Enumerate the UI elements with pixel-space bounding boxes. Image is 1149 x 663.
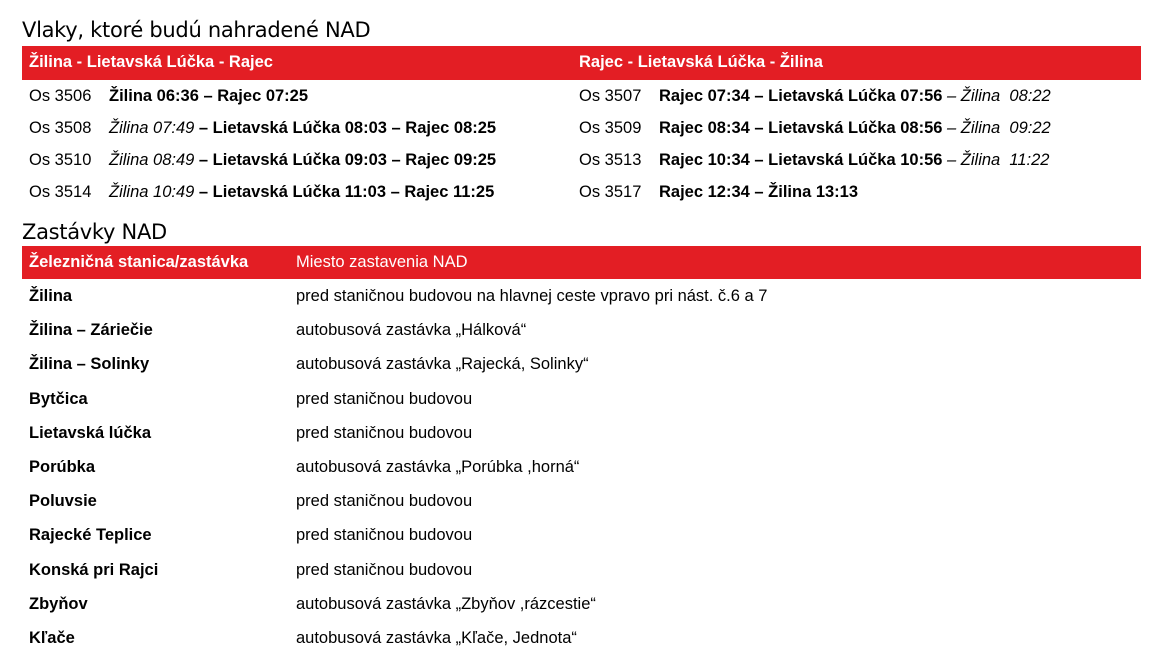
train-route: Rajec 08:34 – Lietavská Lúčka 08:56 — [659, 119, 943, 137]
trains-header-bar — [22, 46, 1141, 80]
stop-station-name: Konská pri Rajci — [29, 560, 159, 579]
direction-header-rajec-zilina: Rajec - Lietavská Lúčka - Žilina — [579, 53, 823, 71]
stop-location: pred staničnou budovou — [296, 389, 473, 408]
trains-section-title: Vlaky, ktoré budú nahradené NAD — [22, 18, 371, 42]
train-destination-time: – Žilina 11:22 — [947, 151, 1050, 169]
stop-station-name: Žilina — [29, 287, 73, 305]
stop-location: pred staničnou budovou — [296, 560, 473, 579]
train-route: – Lietavská Lúčka 08:03 – Rajec 08:25 — [198, 119, 497, 137]
stop-station-name: Poluvsie — [29, 492, 97, 511]
train-number: Os 3510 — [29, 151, 92, 169]
train-route: – Lietavská Lúčka 11:03 – Rajec 11:25 — [198, 183, 495, 201]
train-row — [29, 119, 496, 138]
train-number: Os 3513 — [579, 151, 642, 169]
stop-station-name: Porúbka — [29, 458, 96, 476]
stop-station-name: Lietavská lúčka — [29, 423, 151, 442]
train-number: Os 3506 — [29, 87, 92, 105]
stop-station-name: Kľače — [29, 629, 75, 647]
stop-station-name: Žilina – Záriečie — [29, 321, 153, 340]
direction-header-zilina-rajec: Žilina - Lietavská Lúčka - Rajec — [29, 53, 273, 71]
train-origin-time: Žilina 07:49 — [109, 119, 195, 137]
train-destination-time: – Žilina 08:22 — [947, 87, 1051, 105]
stop-location: autobusová zastávka „Hálková“ — [296, 321, 527, 340]
stop-location: autobusová zastávka „Porúbka ,horná“ — [296, 458, 580, 476]
stop-location: pred staničnou budovou — [296, 423, 473, 442]
stop-station-name: Žilina – Solinky — [29, 355, 150, 374]
train-row — [579, 183, 858, 202]
train-number: Os 3507 — [579, 87, 642, 105]
train-route: Žilina 06:36 – Rajec 07:25 — [109, 87, 309, 105]
train-row — [29, 87, 308, 106]
train-row — [29, 183, 494, 202]
train-number: Os 3509 — [579, 119, 642, 137]
stops-section-title: Zastávky NAD — [22, 220, 167, 244]
train-destination-time: – Žilina 09:22 — [947, 119, 1051, 137]
stop-location: autobusová zastávka „Zbyňov ,rázcestie“ — [296, 594, 596, 613]
train-number: Os 3508 — [29, 119, 92, 137]
train-origin-time: Žilina 10:49 — [109, 183, 195, 201]
train-route: Rajec 07:34 – Lietavská Lúčka 07:56 — [659, 87, 943, 105]
stop-station-name: Zbyňov — [29, 594, 88, 613]
train-row — [29, 151, 496, 170]
train-number: Os 3517 — [579, 183, 642, 201]
stop-location: pred staničnou budovou — [296, 526, 473, 545]
stop-station-name: Rajecké Teplice — [29, 526, 152, 545]
stops-header-bar — [22, 246, 1141, 279]
train-route: Rajec 12:34 – Žilina 13:13 — [659, 183, 859, 201]
train-number: Os 3514 — [29, 183, 92, 201]
train-route: Rajec 10:34 – Lietavská Lúčka 10:56 — [659, 151, 943, 169]
column-header-place: Miesto zastavenia NAD — [296, 253, 468, 271]
train-route: – Lietavská Lúčka 09:03 – Rajec 09:25 — [198, 151, 497, 169]
train-origin-time: Žilina 08:49 — [109, 151, 195, 169]
train-row — [579, 119, 1051, 138]
column-header-station: Železničná stanica/zastávka — [29, 253, 249, 271]
stop-station-name: Bytčica — [29, 389, 88, 408]
stop-location: autobusová zastávka „Rajecká, Solinky“ — [296, 355, 589, 374]
stop-location: pred staničnou budovou — [296, 492, 473, 511]
train-row — [579, 151, 1049, 170]
stop-location: autobusová zastávka „Kľače, Jednota“ — [296, 629, 577, 647]
stop-location: pred staničnou budovou na hlavnej ceste vpravo pri nást. č.6 a 7 — [296, 287, 768, 305]
train-row — [579, 87, 1051, 106]
